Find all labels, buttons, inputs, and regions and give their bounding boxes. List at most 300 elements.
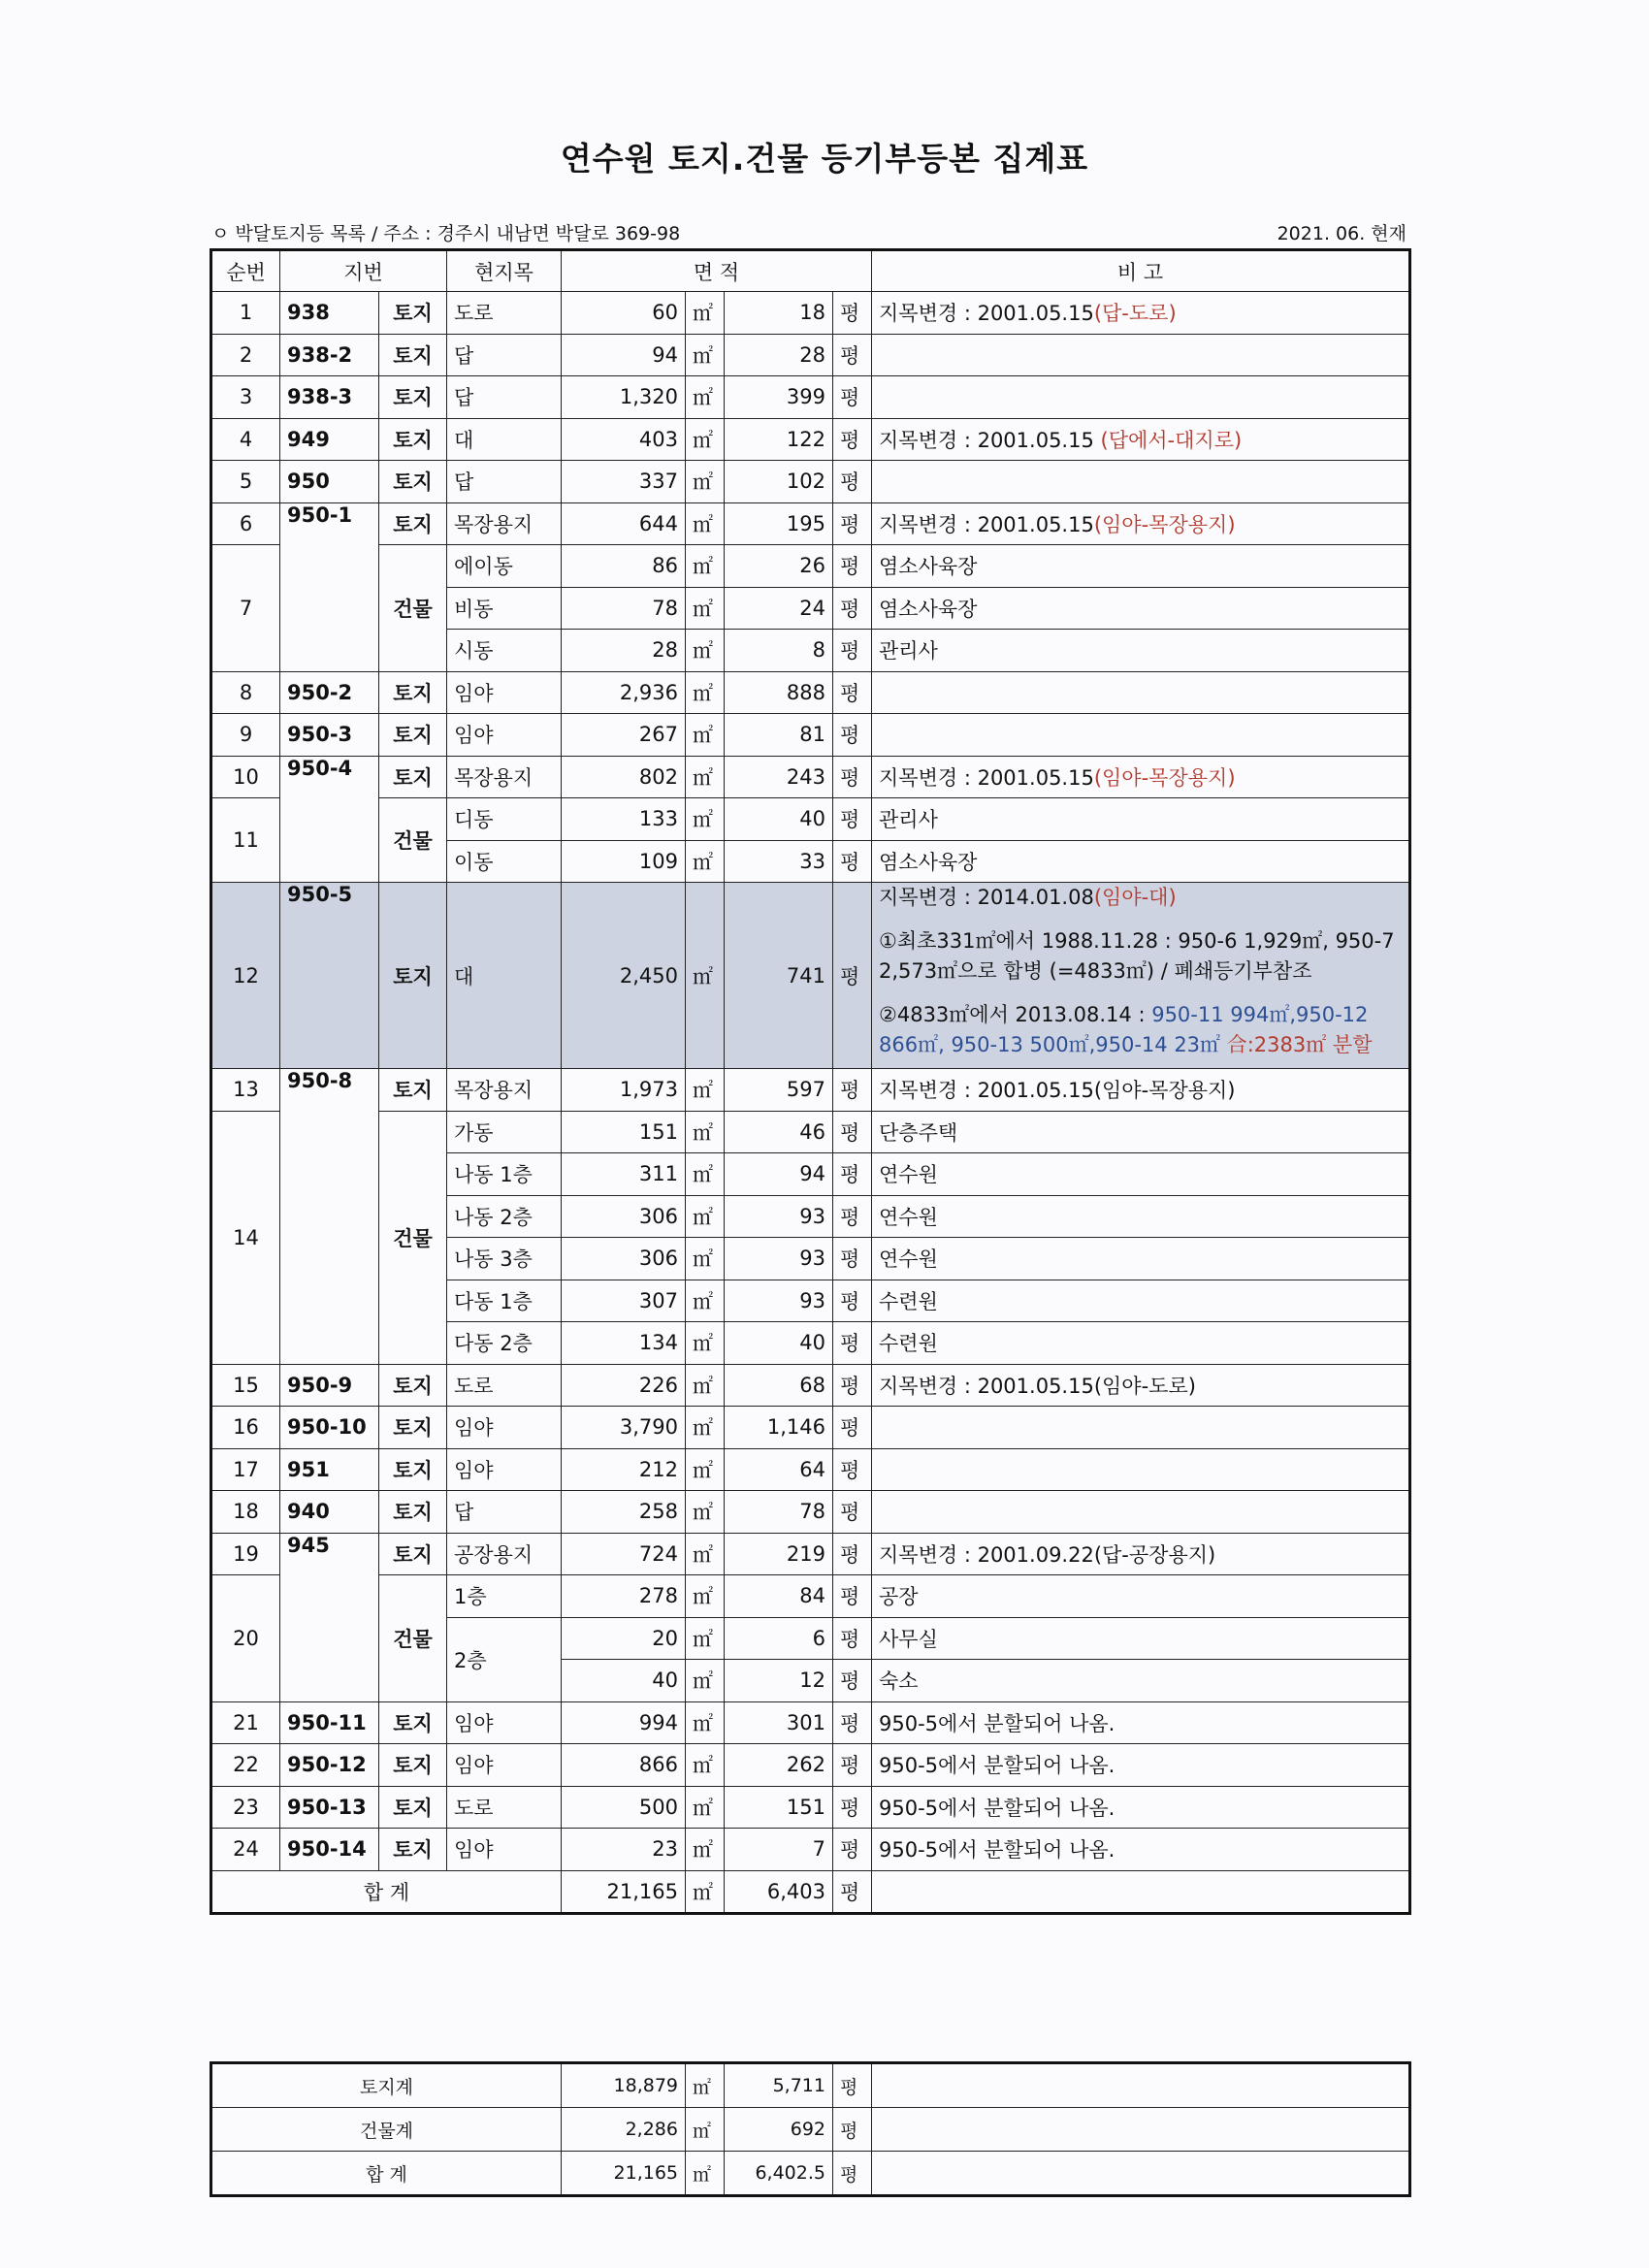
remarks-cell	[872, 1660, 1410, 1702]
unit-py: 평	[833, 630, 872, 672]
remarks-highlight: (임야-목장용지)	[1093, 765, 1236, 790]
area-m2: 258	[562, 1491, 686, 1534]
category-cell: 답	[447, 376, 562, 419]
category-cell: 답	[447, 461, 562, 503]
area-m2: 306	[562, 1238, 686, 1280]
unit-py: 평	[833, 1491, 872, 1534]
seq-cell: 6	[211, 502, 280, 545]
remarks-text: 관리사	[879, 639, 938, 664]
table-row	[211, 1364, 1410, 1407]
category-cell: 시동	[447, 630, 562, 672]
lot-number-cell: 950-4	[280, 756, 379, 883]
area-m2: 994	[562, 1701, 686, 1744]
area-m2: 644	[562, 502, 686, 545]
unit-py: 평	[833, 1701, 872, 1744]
seq-cell: 13	[211, 1069, 280, 1112]
spacer	[879, 987, 1402, 1000]
remarks-cell	[872, 1829, 1410, 1871]
area-py: 262	[725, 1744, 833, 1787]
table-row	[211, 1533, 1410, 1575]
remarks-cell	[872, 1617, 1410, 1660]
area-py: 94	[725, 1153, 833, 1196]
unit-py: 평	[833, 798, 872, 841]
category-cell: 가동	[447, 1111, 562, 1153]
remarks-text: 관리사	[879, 808, 938, 832]
remarks-cell	[872, 671, 1410, 714]
area-py: 1,146	[725, 1407, 833, 1449]
remarks-cell	[872, 376, 1410, 419]
remarks-line	[879, 1000, 1402, 1030]
unit-py: 평	[833, 1870, 872, 1914]
area-py: 93	[725, 1238, 833, 1280]
seq-cell: 2	[211, 334, 280, 376]
unit-m2: ㎡	[686, 714, 725, 757]
area-m2: 151	[562, 1111, 686, 1153]
remarks-cell	[872, 334, 1410, 376]
total-row	[211, 1870, 1410, 1914]
table-row	[211, 1111, 1410, 1153]
seq-cell: 20	[211, 1575, 280, 1702]
category-cell: 답	[447, 1491, 562, 1534]
remarks-cell	[872, 883, 1410, 1069]
spacer	[879, 913, 1402, 926]
type-cell: 토지	[379, 671, 447, 714]
category-cell: 대	[447, 418, 562, 461]
table-row	[211, 1069, 1410, 1112]
type-cell: 토지	[379, 1786, 447, 1829]
unit-m2: ㎡	[686, 1533, 725, 1575]
unit-m2: ㎡	[686, 1364, 725, 1407]
remarks-text: 염소사육장	[879, 597, 978, 621]
table-row	[211, 461, 1410, 503]
table-row	[211, 1407, 1410, 1449]
area-py: 102	[725, 461, 833, 503]
table-row	[211, 798, 1410, 841]
lot-number-cell: 949	[280, 418, 379, 461]
header-area: 면 적	[562, 250, 872, 292]
total-m2: 21,165	[562, 1870, 686, 1914]
type-cell: 토지	[379, 1407, 447, 1449]
area-m2: 2,450	[562, 883, 686, 1069]
remarks-text: ①최초331㎡에서 1988.11.28 : 950-6 1,929㎡, 950-7	[879, 929, 1395, 953]
area-py: 46	[725, 1111, 833, 1153]
area-m2: 311	[562, 1153, 686, 1196]
unit-py: 평	[833, 1364, 872, 1407]
remarks-cell	[872, 1701, 1410, 1744]
area-m2: 60	[562, 292, 686, 335]
unit-py: 평	[833, 2152, 872, 2196]
category-cell: 도로	[447, 1364, 562, 1407]
unit-m2: ㎡	[686, 334, 725, 376]
remarks-text: (임야-대)	[1093, 886, 1177, 909]
category-cell: 공장용지	[447, 1533, 562, 1575]
unit-m2: ㎡	[686, 1322, 725, 1365]
remarks-cell	[872, 461, 1410, 503]
remarks-text: 866㎡, 950-13 500㎡,950-14 23㎡	[879, 1033, 1221, 1056]
unit-m2: ㎡	[686, 2108, 725, 2152]
lot-number-cell: 950	[280, 461, 379, 503]
lot-number-cell: 950-9	[280, 1364, 379, 1407]
area-py: 33	[725, 840, 833, 883]
seq-cell: 10	[211, 756, 280, 798]
remarks-cell	[872, 545, 1410, 588]
area-py: 93	[725, 1280, 833, 1322]
seq-cell: 1	[211, 292, 280, 335]
lot-number-cell: 938	[280, 292, 379, 335]
summary-m2: 18,879	[562, 2063, 686, 2108]
category-cell: 임야	[447, 1744, 562, 1787]
document-title: 연수원 토지.건물 등기부등본 집계표	[560, 140, 1089, 178]
type-cell: 토지	[379, 1491, 447, 1534]
category-cell: 대	[447, 883, 562, 1069]
area-py: 7	[725, 1829, 833, 1871]
area-py: 399	[725, 376, 833, 419]
seq-cell: 23	[211, 1786, 280, 1829]
unit-py: 평	[833, 376, 872, 419]
remarks-highlight: (답-도로)	[1093, 302, 1177, 326]
category-cell: 답	[447, 334, 562, 376]
category-cell: 목장용지	[447, 756, 562, 798]
remarks-line	[879, 926, 1402, 956]
remarks-text: 염소사육장	[879, 555, 978, 579]
remarks-text: 지목변경 : 2001.05.15	[879, 765, 1094, 790]
area-m2: 307	[562, 1280, 686, 1322]
type-cell: 토지	[379, 883, 447, 1069]
type-cell: 토지	[379, 1701, 447, 1744]
summary-m2: 2,286	[562, 2108, 686, 2152]
lot-number-cell: 950-2	[280, 671, 379, 714]
unit-m2: ㎡	[686, 2063, 725, 2108]
unit-m2: ㎡	[686, 1491, 725, 1534]
summary-row	[211, 2108, 1410, 2152]
category-cell: 다동 2층	[447, 1322, 562, 1365]
seq-cell: 18	[211, 1491, 280, 1534]
remarks-text: 950-5에서 분할되어 나옴.	[879, 1754, 1116, 1778]
unit-m2: ㎡	[686, 1153, 725, 1196]
type-cell: 토지	[379, 1364, 447, 1407]
lot-number-cell: 938-3	[280, 376, 379, 419]
remarks-line	[879, 883, 1402, 913]
area-m2: 2,936	[562, 671, 686, 714]
lot-number-cell: 950-1	[280, 502, 379, 671]
unit-py: 평	[833, 1111, 872, 1153]
unit-m2: ㎡	[686, 1238, 725, 1280]
remarks-text: ②4833㎡에서 2013.08.14 :	[879, 1003, 1152, 1026]
remarks-line	[879, 1030, 1402, 1060]
area-py: 243	[725, 756, 833, 798]
remarks-cell	[872, 630, 1410, 672]
address-line: ㅇ 박달토지등 목록 / 주소 : 경주시 내남면 박달로 369-98	[211, 223, 681, 244]
remarks-text: 공장	[879, 1585, 919, 1609]
area-py: 18	[725, 292, 833, 335]
remarks-text: 숙소	[879, 1669, 919, 1694]
summary-label: 토지계	[211, 2063, 562, 2108]
unit-py: 평	[833, 545, 872, 588]
seq-cell: 4	[211, 418, 280, 461]
area-py: 28	[725, 334, 833, 376]
unit-m2: ㎡	[686, 1617, 725, 1660]
type-cell: 건물	[379, 798, 447, 883]
unit-py: 평	[833, 1575, 872, 1618]
unit-m2: ㎡	[686, 1111, 725, 1153]
table-row	[211, 502, 1410, 545]
unit-m2: ㎡	[686, 545, 725, 588]
unit-py: 평	[833, 1617, 872, 1660]
category-cell: 임야	[447, 714, 562, 757]
remarks-text: 수련원	[879, 1289, 938, 1313]
area-py: 78	[725, 1491, 833, 1534]
remarks-text: 950-5에서 분할되어 나옴.	[879, 1711, 1116, 1735]
unit-py: 평	[833, 840, 872, 883]
remarks-cell	[872, 1786, 1410, 1829]
unit-py: 평	[833, 1280, 872, 1322]
lot-number-cell: 940	[280, 1491, 379, 1534]
remarks-cell	[872, 418, 1410, 461]
area-py: 40	[725, 1322, 833, 1365]
header-category: 현지목	[447, 250, 562, 292]
type-cell: 토지	[379, 461, 447, 503]
category-cell: 도로	[447, 292, 562, 335]
remarks-highlight: (답에서-대지로)	[1100, 428, 1243, 452]
area-m2: 40	[562, 1660, 686, 1702]
unit-m2: ㎡	[686, 671, 725, 714]
type-cell: 토지	[379, 376, 447, 419]
summary-label: 합 계	[211, 2152, 562, 2196]
type-cell: 토지	[379, 714, 447, 757]
area-m2: 278	[562, 1575, 686, 1618]
summary-table	[210, 2061, 1411, 2197]
unit-m2: ㎡	[686, 1195, 725, 1238]
remarks-text: 지목변경 : 2001.05.15	[879, 428, 1101, 452]
unit-m2: ㎡	[686, 1575, 725, 1618]
total-py: 6,403	[725, 1870, 833, 1914]
area-py: 68	[725, 1364, 833, 1407]
table-row	[211, 671, 1410, 714]
remarks-cell	[872, 1153, 1410, 1196]
table-row	[211, 1575, 1410, 1618]
area-py: 195	[725, 502, 833, 545]
unit-py: 평	[833, 1238, 872, 1280]
table-row	[211, 756, 1410, 798]
area-py: 26	[725, 545, 833, 588]
area-m2: 306	[562, 1195, 686, 1238]
category-cell: 도로	[447, 1786, 562, 1829]
unit-py: 평	[833, 756, 872, 798]
unit-py: 평	[833, 1407, 872, 1449]
unit-m2: ㎡	[686, 292, 725, 335]
lot-number-cell: 950-11	[280, 1701, 379, 1744]
remarks-text: 연수원	[879, 1163, 938, 1187]
remarks-cell	[872, 1364, 1410, 1407]
table-row	[211, 1829, 1410, 1871]
area-py: 597	[725, 1069, 833, 1112]
summary-label: 건물계	[211, 2108, 562, 2152]
area-py: 301	[725, 1701, 833, 1744]
unit-m2: ㎡	[686, 418, 725, 461]
unit-m2: ㎡	[686, 883, 725, 1069]
remarks-cell	[872, 1448, 1410, 1491]
area-py: 64	[725, 1448, 833, 1491]
area-m2: 94	[562, 334, 686, 376]
as-of-date: 2021. 06. 현재	[1277, 223, 1406, 244]
area-m2: 337	[562, 461, 686, 503]
table-header	[211, 250, 1410, 292]
area-m2: 212	[562, 1448, 686, 1491]
area-m2: 802	[562, 756, 686, 798]
unit-m2: ㎡	[686, 756, 725, 798]
unit-m2: ㎡	[686, 1280, 725, 1322]
unit-py: 평	[833, 292, 872, 335]
remarks-text: 지목변경 : 2001.05.15(임야-도로)	[879, 1374, 1196, 1398]
summary-py: 692	[725, 2108, 833, 2152]
table-row	[211, 714, 1410, 757]
unit-py: 평	[833, 2063, 872, 2108]
category-cell: 임야	[447, 671, 562, 714]
area-py: 40	[725, 798, 833, 841]
category-cell: 디동	[447, 798, 562, 841]
table-row	[211, 1786, 1410, 1829]
summary-remarks	[872, 2063, 1410, 2108]
unit-m2: ㎡	[686, 587, 725, 630]
summary-remarks	[872, 2108, 1410, 2152]
category-cell: 나동 1층	[447, 1153, 562, 1196]
unit-py: 평	[833, 1153, 872, 1196]
area-py: 122	[725, 418, 833, 461]
unit-m2: ㎡	[686, 630, 725, 672]
table-row	[211, 1491, 1410, 1534]
category-cell: 나동 2층	[447, 1195, 562, 1238]
area-m2: 20	[562, 1617, 686, 1660]
lot-number-cell: 951	[280, 1448, 379, 1491]
area-py: 6	[725, 1617, 833, 1660]
type-cell: 토지	[379, 334, 447, 376]
area-m2: 226	[562, 1364, 686, 1407]
seq-cell: 5	[211, 461, 280, 503]
remarks-cell	[872, 1280, 1410, 1322]
total-label: 합 계	[211, 1870, 562, 1914]
category-cell: 임야	[447, 1407, 562, 1449]
type-cell: 토지	[379, 1829, 447, 1871]
table-row	[211, 292, 1410, 335]
table-row	[211, 1701, 1410, 1744]
unit-py: 평	[833, 1195, 872, 1238]
table-row	[211, 376, 1410, 419]
remarks-cell	[872, 587, 1410, 630]
area-m2: 23	[562, 1829, 686, 1871]
seq-cell: 3	[211, 376, 280, 419]
table-row	[211, 1448, 1410, 1491]
table-row	[211, 545, 1410, 588]
unit-py: 평	[833, 587, 872, 630]
summary-py: 6,402.5	[725, 2152, 833, 2196]
seq-cell: 24	[211, 1829, 280, 1871]
type-cell: 토지	[379, 502, 447, 545]
remarks-text: 사무실	[879, 1627, 938, 1651]
unit-m2: ㎡	[686, 1448, 725, 1491]
area-py: 741	[725, 883, 833, 1069]
seq-cell: 19	[211, 1533, 280, 1575]
remarks-text: 지목변경 : 2001.05.15	[879, 512, 1094, 536]
type-cell: 건물	[379, 1111, 447, 1364]
remarks-cell	[872, 292, 1410, 335]
remarks-text: 지목변경 : 2014.01.08	[879, 886, 1094, 909]
remarks-cell	[872, 1407, 1410, 1449]
area-m2: 1,320	[562, 376, 686, 419]
lot-number-cell: 950-5	[280, 883, 379, 1069]
remarks-text: 지목변경 : 2001.05.15	[879, 302, 1094, 326]
area-py: 24	[725, 587, 833, 630]
remarks-cell	[872, 1111, 1410, 1153]
unit-m2: ㎡	[686, 1870, 725, 1914]
area-py: 151	[725, 1786, 833, 1829]
category-cell: 나동 3층	[447, 1238, 562, 1280]
unit-py: 평	[833, 1448, 872, 1491]
unit-py: 평	[833, 2108, 872, 2152]
table-row	[211, 1744, 1410, 1787]
unit-m2: ㎡	[686, 1829, 725, 1871]
remarks-text: 지목변경 : 2001.05.15(임야-목장용지)	[879, 1079, 1236, 1103]
lot-number-cell: 950-14	[280, 1829, 379, 1871]
remarks-cell	[872, 840, 1410, 883]
unit-m2: ㎡	[686, 2152, 725, 2196]
remarks-cell	[872, 1533, 1410, 1575]
area-m2: 267	[562, 714, 686, 757]
remarks-text: 수련원	[879, 1332, 938, 1356]
seq-cell: 8	[211, 671, 280, 714]
summary-row	[211, 2063, 1410, 2108]
type-cell: 토지	[379, 1533, 447, 1575]
seq-cell: 12	[211, 883, 280, 1069]
remarks-cell	[872, 1069, 1410, 1112]
lot-number-cell: 950-8	[280, 1069, 379, 1365]
area-m2: 78	[562, 587, 686, 630]
unit-m2: ㎡	[686, 1786, 725, 1829]
category-cell: 임야	[447, 1448, 562, 1491]
category-cell: 다동 1층	[447, 1280, 562, 1322]
lot-number-cell: 938-2	[280, 334, 379, 376]
seq-cell: 11	[211, 798, 280, 883]
area-py: 81	[725, 714, 833, 757]
unit-py: 평	[833, 671, 872, 714]
remarks-cell	[872, 756, 1410, 798]
lot-number-cell: 950-3	[280, 714, 379, 757]
remarks-text: 950-11 994㎡,950-12	[1151, 1003, 1369, 1026]
type-cell: 토지	[379, 1448, 447, 1491]
remarks-cell	[872, 1491, 1410, 1534]
table-row	[211, 334, 1410, 376]
area-m2: 133	[562, 798, 686, 841]
lot-number-cell: 950-12	[280, 1744, 379, 1787]
area-m2: 28	[562, 630, 686, 672]
type-cell: 건물	[379, 1575, 447, 1702]
table-row	[211, 418, 1410, 461]
area-m2: 86	[562, 545, 686, 588]
seq-cell: 22	[211, 1744, 280, 1787]
unit-py: 평	[833, 1322, 872, 1365]
area-m2: 109	[562, 840, 686, 883]
remarks-cell	[872, 1744, 1410, 1787]
unit-m2: ㎡	[686, 798, 725, 841]
seq-cell: 9	[211, 714, 280, 757]
unit-m2: ㎡	[686, 1660, 725, 1702]
seq-cell: 16	[211, 1407, 280, 1449]
category-cell: 임야	[447, 1701, 562, 1744]
seq-cell: 14	[211, 1111, 280, 1364]
unit-py: 평	[833, 461, 872, 503]
area-m2: 134	[562, 1322, 686, 1365]
remarks-cell	[872, 1238, 1410, 1280]
unit-py: 평	[833, 1660, 872, 1702]
